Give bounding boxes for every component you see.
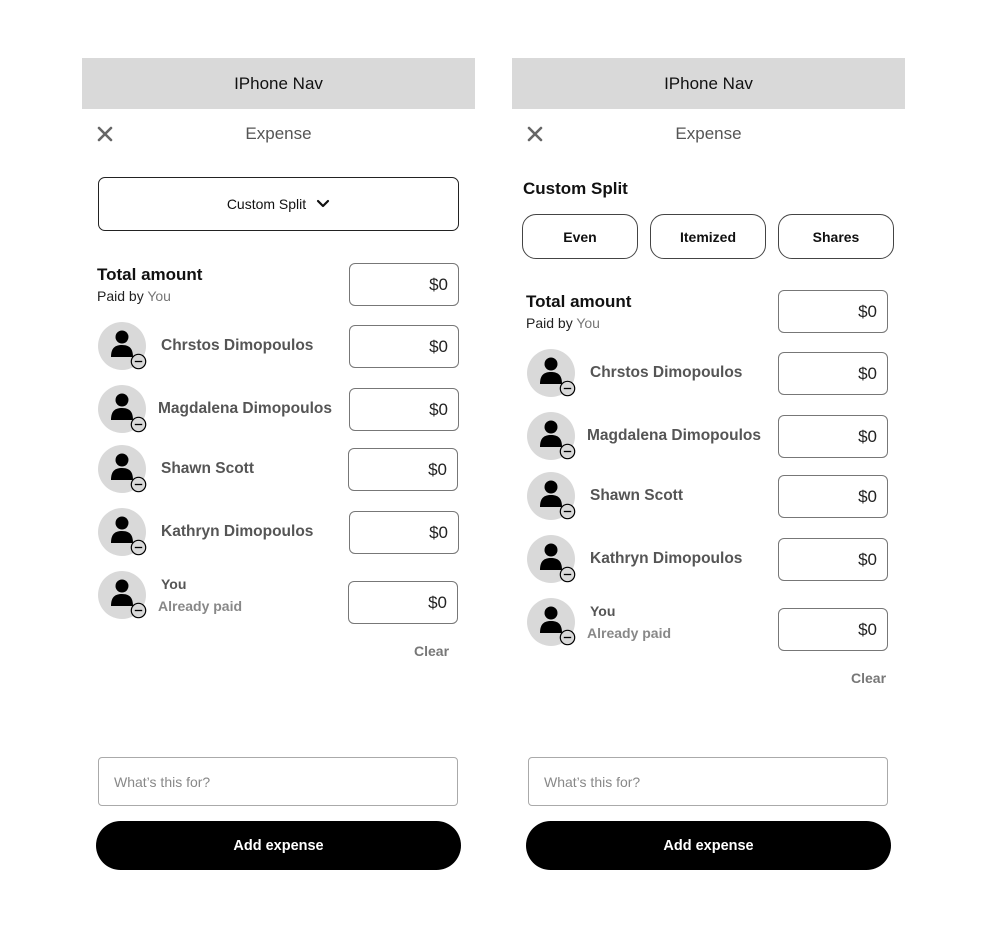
expense-screen-options xyxy=(512,58,905,898)
participant-amount-field[interactable]: $0 xyxy=(349,388,459,431)
split-type-label: Custom Split xyxy=(226,196,307,212)
total-amount-block xyxy=(97,265,202,304)
participant-name-block xyxy=(587,603,671,641)
page-title: Expense xyxy=(245,124,312,143)
participant-amount-field[interactable]: $0 xyxy=(349,511,459,554)
participant-name: Shawn Scott xyxy=(590,487,684,504)
paid-by-line xyxy=(526,315,631,331)
remove-circle-icon[interactable] xyxy=(559,566,576,583)
participant-name: Kathryn Dimopoulos xyxy=(161,523,314,540)
remove-circle-icon[interactable] xyxy=(559,629,576,646)
page-title: Expense xyxy=(675,124,742,143)
paid-by-name[interactable]: You xyxy=(147,288,171,304)
participant-name: Chrstos Dimopoulos xyxy=(590,364,743,381)
split-option-shares[interactable]: Shares xyxy=(778,214,894,259)
participant-status: Already paid xyxy=(587,625,672,641)
avatar xyxy=(527,598,575,646)
participant-amount-field[interactable]: $0 xyxy=(778,415,888,458)
remove-circle-icon[interactable] xyxy=(130,539,147,556)
participant-amount-field[interactable]: $0 xyxy=(778,608,888,651)
participant-name-block xyxy=(158,576,242,614)
avatar xyxy=(98,385,146,433)
total-amount-field[interactable]: $0 xyxy=(349,263,459,306)
participant-row xyxy=(527,349,742,397)
remove-circle-icon[interactable] xyxy=(130,416,147,433)
memo-input[interactable] xyxy=(98,757,458,806)
remove-circle-icon[interactable] xyxy=(559,380,576,397)
participant-row xyxy=(98,385,332,433)
avatar xyxy=(98,508,146,556)
split-option-itemized[interactable]: Itemized xyxy=(650,214,766,259)
total-amount-label: Total amount xyxy=(97,265,203,284)
split-type-dropdown[interactable] xyxy=(98,177,459,231)
paid-by-name[interactable]: You xyxy=(576,315,600,331)
remove-circle-icon[interactable] xyxy=(559,503,576,520)
avatar xyxy=(527,535,575,583)
total-amount-label: Total amount xyxy=(526,292,632,311)
participant-amount-field[interactable]: $0 xyxy=(348,581,458,624)
paid-by-prefix: Paid by xyxy=(526,315,573,331)
iphone-nav-bar: IPhone Nav xyxy=(82,58,475,109)
total-amount-block xyxy=(526,292,631,331)
clear-button[interactable]: Clear xyxy=(851,670,887,686)
participant-amount-field[interactable]: $0 xyxy=(778,475,888,518)
avatar xyxy=(527,472,575,520)
participant-name: Kathryn Dimopoulos xyxy=(590,550,743,567)
clear-button[interactable]: Clear xyxy=(414,643,450,659)
participant-row xyxy=(527,412,761,460)
avatar xyxy=(527,349,575,397)
participant-amount-field[interactable]: $0 xyxy=(778,352,888,395)
remove-circle-icon[interactable] xyxy=(559,443,576,460)
remove-circle-icon[interactable] xyxy=(130,602,147,619)
participant-name: Magdalena Dimopoulos xyxy=(587,427,761,444)
participant-amount-field[interactable]: $0 xyxy=(778,538,888,581)
remove-circle-icon[interactable] xyxy=(130,476,147,493)
split-option-even[interactable]: Even xyxy=(522,214,638,259)
participant-name: Chrstos Dimopoulos xyxy=(161,337,314,354)
avatar xyxy=(98,322,146,370)
add-expense-button[interactable]: Add expense xyxy=(526,821,891,870)
participant-row xyxy=(527,598,671,646)
participant-name: You xyxy=(161,576,187,592)
avatar xyxy=(527,412,575,460)
chevron-down-icon xyxy=(316,199,330,209)
expense-screen-dropdown xyxy=(82,58,475,898)
participant-row xyxy=(527,535,742,583)
participant-name: Magdalena Dimopoulos xyxy=(158,400,332,417)
participant-amount-field[interactable]: $0 xyxy=(349,325,459,368)
add-expense-button[interactable]: Add expense xyxy=(96,821,461,870)
paid-by-line xyxy=(97,288,202,304)
avatar xyxy=(98,445,146,493)
participant-row xyxy=(98,508,313,556)
memo-input[interactable] xyxy=(528,757,888,806)
participant-row xyxy=(527,472,683,520)
participant-amount-field[interactable]: $0 xyxy=(348,448,458,491)
participant-row xyxy=(98,322,313,370)
participant-row xyxy=(98,571,242,619)
participant-row xyxy=(98,445,254,493)
participant-name: You xyxy=(590,603,616,619)
participant-status: Already paid xyxy=(158,598,243,614)
remove-circle-icon[interactable] xyxy=(130,353,147,370)
split-type-title: Custom Split xyxy=(523,179,628,198)
iphone-nav-bar: IPhone Nav xyxy=(512,58,905,109)
participant-name: Shawn Scott xyxy=(161,460,255,477)
total-amount-field[interactable]: $0 xyxy=(778,290,888,333)
avatar xyxy=(98,571,146,619)
paid-by-prefix: Paid by xyxy=(97,288,144,304)
